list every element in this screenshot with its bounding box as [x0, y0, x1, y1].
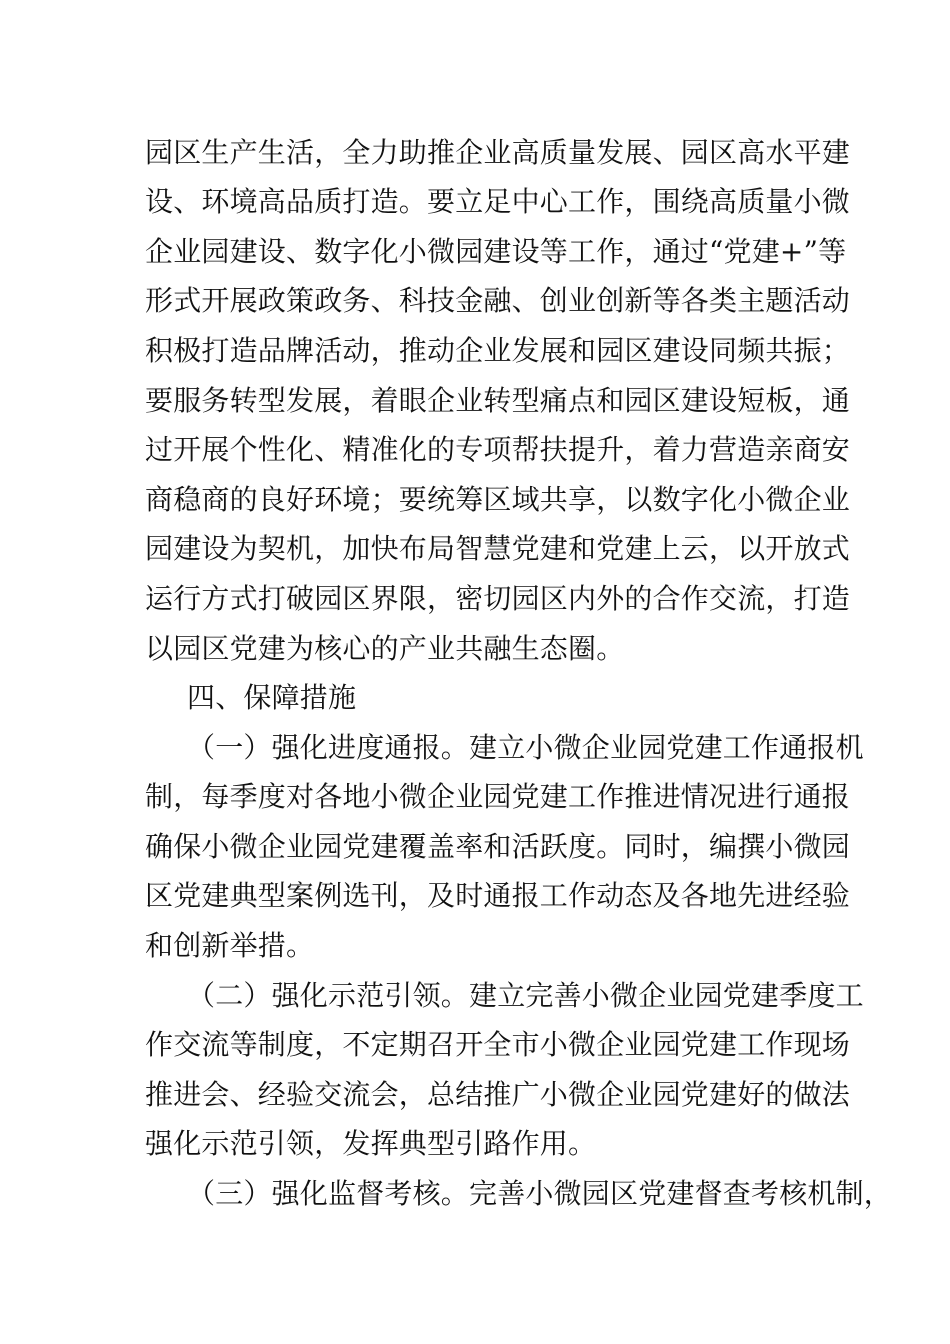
paragraph-line: （三）强化监督考核。完善小微园区党建督查考核机制，	[187, 1177, 893, 1210]
paragraph-line: 设、环境高品质打造。要立足中心工作，围绕高质量小微	[145, 185, 851, 218]
section-heading: 四、保障措施	[187, 681, 357, 714]
paragraph-line: 园区生产生活，全力助推企业高质量发展、园区高水平建	[145, 136, 851, 169]
paragraph-line: 区党建典型案例选刊，及时通报工作动态及各地先进经验	[145, 879, 851, 912]
paragraph-line: 确保小微企业园党建覆盖率和活跃度。同时，编撰小微园	[145, 830, 851, 863]
paragraph-line: 园建设为契机，加快布局智慧党建和党建上云，以开放式	[145, 532, 851, 565]
paragraph-line: 要服务转型发展，着眼企业转型痛点和园区建设短板，通	[145, 384, 851, 417]
paragraph-line: 企业园建设、数字化小微园建设等工作，通过“党建+”等	[145, 235, 847, 268]
paragraph-line: 和创新举措。	[145, 929, 315, 962]
paragraph-line: 形式开展政策政务、科技金融、创业创新等各类主题活动	[145, 284, 851, 317]
paragraph-line: 作交流等制度，不定期召开全市小微企业园党建工作现场	[145, 1028, 851, 1061]
paragraph-line: 过开展个性化、精准化的专项帮扶提升，着力营造亲商安	[145, 433, 851, 466]
paragraph-line: （一）强化进度通报。建立小微企业园党建工作通报机	[187, 731, 864, 764]
paragraph-line: 商稳商的良好环境；要统筹区域共享，以数字化小微企业	[145, 483, 851, 516]
paragraph-line: 推进会、经验交流会，总结推广小微企业园党建好的做法	[145, 1078, 851, 1111]
paragraph-line: 积极打造品牌活动，推动企业发展和园区建设同频共振；	[145, 334, 851, 367]
paragraph-line: 制，每季度对各地小微企业园党建工作推进情况进行通报	[145, 780, 851, 813]
paragraph-line: 运行方式打破园区界限，密切园区内外的合作交流，打造	[145, 582, 851, 615]
paragraph-line: （二）强化示范引领。建立完善小微企业园党建季度工	[187, 979, 864, 1012]
paragraph-line: 以园区党建为核心的产业共融生态圈。	[145, 632, 625, 665]
paragraph-line: 强化示范引领，发挥典型引路作用。	[145, 1127, 597, 1160]
